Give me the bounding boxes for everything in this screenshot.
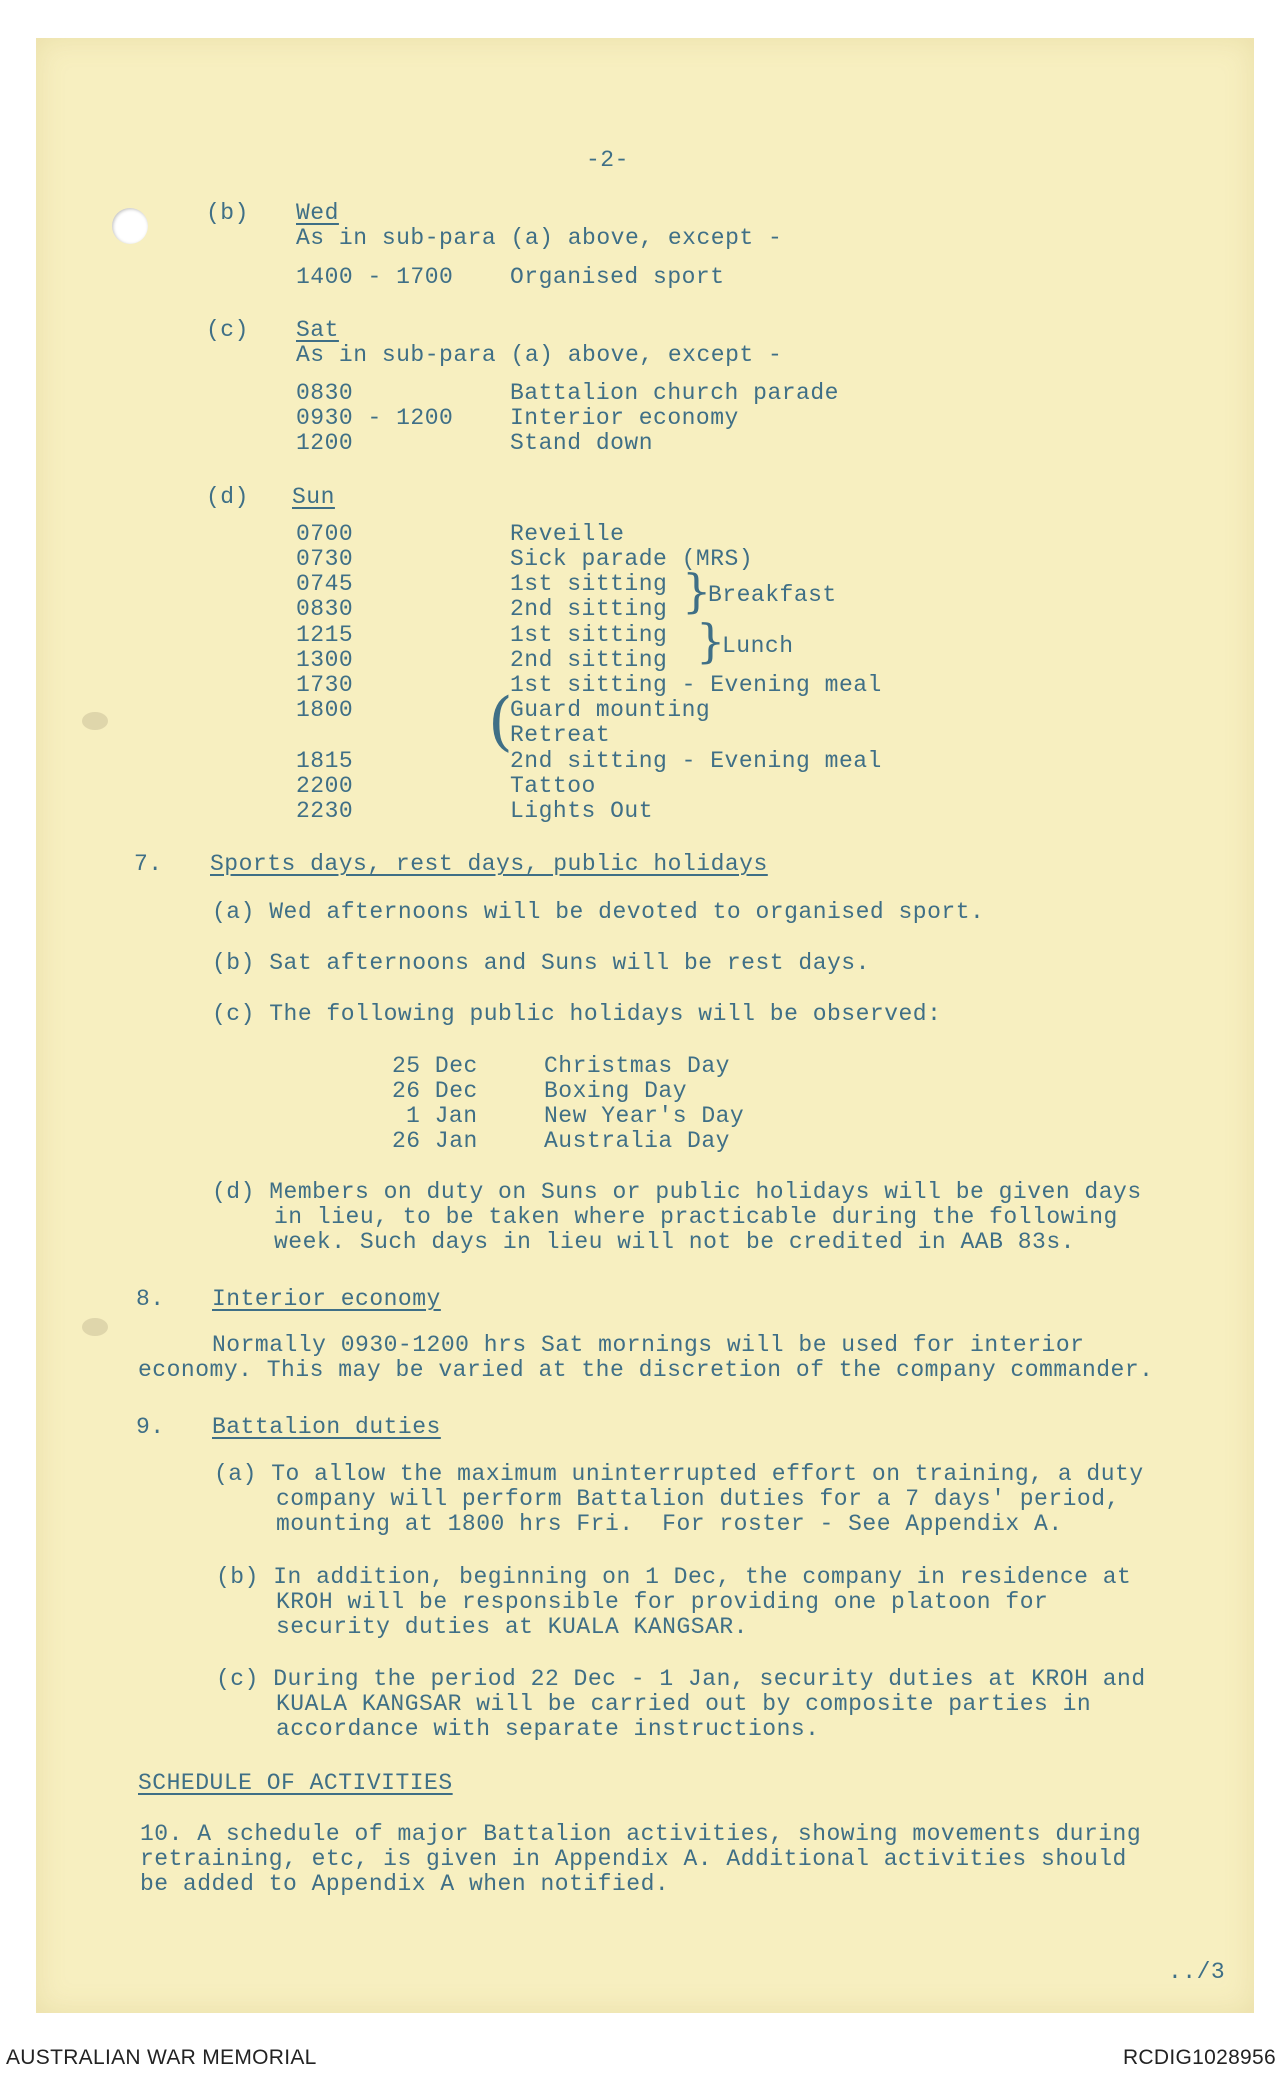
paper-smudge: [82, 1318, 108, 1336]
item-label: (c): [206, 317, 249, 343]
paragraph-text: be added to Appendix A when notified.: [140, 1871, 670, 1897]
schedule-activity: Reveille: [510, 521, 625, 547]
brace-symbol: }: [696, 614, 726, 668]
schedule-time: 0830: [296, 380, 354, 406]
paragraph-text: economy. This may be varied at the discretion of the company commander.: [138, 1357, 1154, 1383]
meal-label: Breakfast: [708, 582, 837, 608]
paragraph-text: Normally 0930-1200 hrs Sat mornings will be used for interior: [212, 1332, 1085, 1358]
archive-footer-right: RCDIG1028956: [1122, 2046, 1276, 2069]
schedule-time: 1730: [296, 672, 354, 698]
schedule-time: 1800: [296, 697, 354, 723]
schedule-time: 1815: [296, 748, 354, 774]
note-text: As in sub-para (a) above, except -: [296, 342, 783, 368]
paragraph-text: retraining, etc, is given in Appendix A. Additional activities should: [140, 1846, 1127, 1872]
schedule-activity: Tattoo: [510, 773, 596, 799]
paragraph-text: in lieu, to be taken where practicable during the following: [274, 1204, 1118, 1230]
day-heading: Wed: [296, 200, 339, 226]
paragraph-number: 9.: [136, 1414, 165, 1440]
schedule-time: 2230: [296, 798, 354, 824]
paragraph-text: (b) Sat afternoons and Suns will be rest days.: [212, 950, 870, 976]
note-text: As in sub-para (a) above, except -: [296, 225, 783, 251]
schedule-activity: 2nd sitting - Evening meal: [510, 748, 882, 774]
paragraph-number: 8.: [136, 1286, 165, 1312]
schedule-activity: 1st sitting: [510, 571, 668, 597]
schedule-activity: 2nd sitting: [510, 647, 668, 673]
holiday-name: Boxing Day: [544, 1078, 688, 1104]
holiday-name: Australia Day: [544, 1128, 730, 1154]
schedule-activity: Guard mounting: [510, 697, 711, 723]
paragraph-text: 10. A schedule of major Battalion activities, showing movements during: [140, 1821, 1142, 1847]
paragraph-text: (a) Wed afternoons will be devoted to organised sport.: [212, 899, 985, 925]
schedule-activity: Interior economy: [510, 405, 739, 431]
schedule-time: 1200: [296, 430, 354, 456]
paragraph-text: (b) In addition, beginning on 1 Dec, the company in residence at: [216, 1564, 1132, 1590]
punch-hole: [112, 208, 148, 244]
section-heading: Sports days, rest days, public holidays: [210, 851, 768, 877]
section-heading: Interior economy: [212, 1286, 441, 1312]
schedule-activity: 1st sitting - Evening meal: [510, 672, 882, 698]
item-label: (b): [206, 200, 249, 226]
schedule-activity: Lights Out: [510, 798, 654, 824]
schedule-time: 0700: [296, 521, 354, 547]
paragraph-text: mounting at 1800 hrs Fri. For roster - See Appendix A.: [276, 1511, 1063, 1537]
schedule-time: 0745: [296, 571, 354, 597]
day-heading: Sat: [296, 317, 339, 343]
schedule-activity: Retreat: [510, 722, 611, 748]
holiday-date: 26 Dec: [392, 1078, 478, 1104]
day-heading: Sun: [292, 484, 335, 510]
paragraph-text: (c) During the period 22 Dec - 1 Jan, security duties at KROH and: [216, 1666, 1146, 1692]
page-number: -2-: [586, 147, 629, 173]
schedule-time: 1400 - 1700: [296, 264, 454, 290]
paragraph-text: (a) To allow the maximum uninterrupted effort on training, a duty: [214, 1461, 1144, 1487]
schedule-activity: 2nd sitting: [510, 596, 668, 622]
brace-symbol: (: [488, 685, 513, 759]
schedule-activity: Sick parade (MRS): [510, 546, 754, 572]
holiday-name: New Year's Day: [544, 1103, 745, 1129]
paragraph-text: security duties at KUALA KANGSAR.: [276, 1614, 748, 1640]
paragraph-text: (d) Members on duty on Suns or public holidays will be given days: [212, 1179, 1142, 1205]
meal-label: Lunch: [722, 633, 794, 659]
holiday-date: 26 Jan: [392, 1128, 478, 1154]
brace-symbol: }: [682, 564, 712, 618]
paragraph-number: 7.: [134, 851, 163, 877]
schedule-activity: Battalion church parade: [510, 380, 839, 406]
section-heading: Battalion duties: [212, 1414, 441, 1440]
paragraph-text: KROH will be responsible for providing one platoon for: [276, 1589, 1049, 1615]
schedule-time: 1300: [296, 647, 354, 673]
paragraph-text: week. Such days in lieu will not be credited in AAB 83s.: [274, 1229, 1075, 1255]
holiday-date: 25 Dec: [392, 1053, 478, 1079]
item-label: (d): [206, 484, 249, 510]
paragraph-text: KUALA KANGSAR will be carried out by composite parties in: [276, 1691, 1092, 1717]
schedule-activity: Stand down: [510, 430, 654, 456]
continuation-marker: ../3: [1168, 1959, 1226, 1985]
archive-footer-left: AUSTRALIAN WAR MEMORIAL: [6, 2046, 317, 2069]
paragraph-text: company will perform Battalion duties for a 7 days' period,: [276, 1486, 1120, 1512]
paragraph-text: (c) The following public holidays will be observed:: [212, 1001, 942, 1027]
schedule-time: 0930 - 1200: [296, 405, 454, 431]
section-heading: SCHEDULE OF ACTIVITIES: [138, 1770, 453, 1796]
schedule-time: 0730: [296, 546, 354, 572]
schedule-time: 0830: [296, 596, 354, 622]
schedule-activity: Organised sport: [510, 264, 725, 290]
paper-smudge: [82, 712, 108, 730]
holiday-date: 1 Jan: [406, 1103, 478, 1129]
paragraph-text: accordance with separate instructions.: [276, 1716, 820, 1742]
schedule-time: 2200: [296, 773, 354, 799]
holiday-name: Christmas Day: [544, 1053, 730, 1079]
schedule-activity: 1st sitting: [510, 622, 668, 648]
schedule-time: 1215: [296, 622, 354, 648]
